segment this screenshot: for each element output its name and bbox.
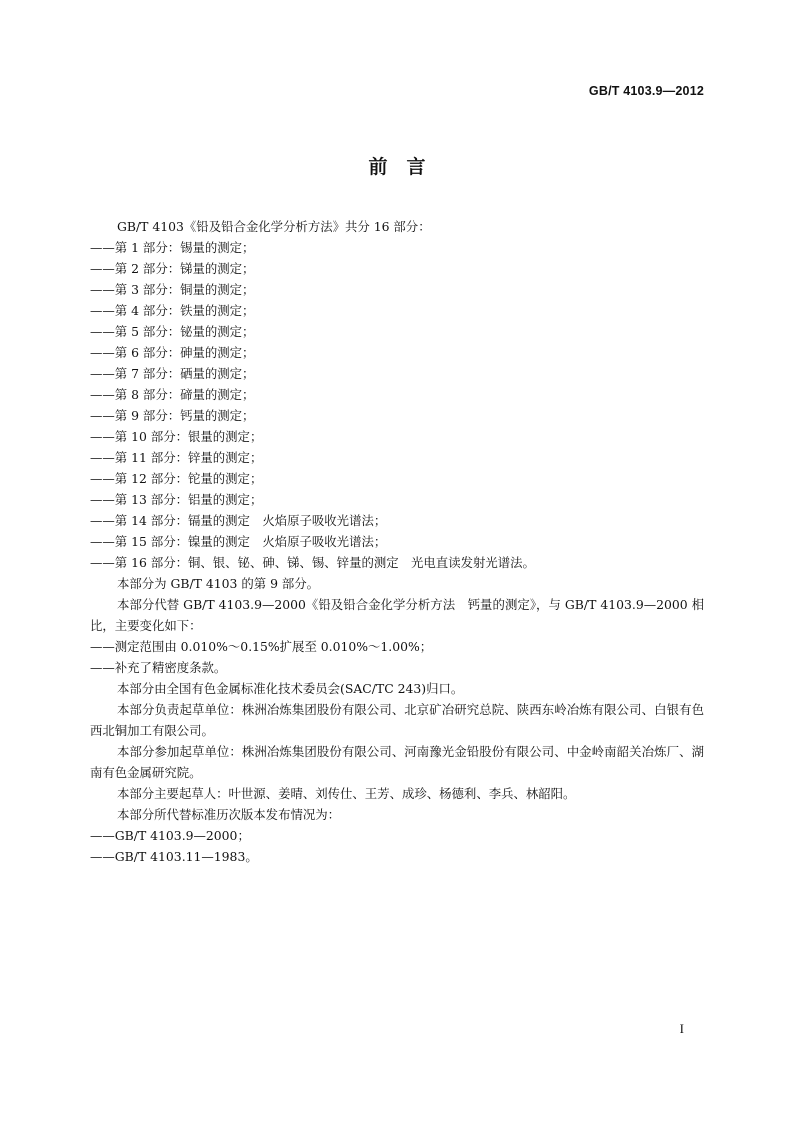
changes-list — [90, 636, 704, 678]
list-item: ——GB/T 4103.11—1983。 — [90, 849, 258, 864]
list-item: ——补充了精密度条款。 — [90, 660, 227, 675]
list-item: ——第 3 部分：铜量的测定； — [90, 282, 255, 297]
list-item: ——第 4 部分：铁量的测定； — [90, 303, 255, 318]
foreword-body — [90, 216, 704, 867]
participating-units-paragraph: 本部分参加起草单位：株洲冶炼集团股份有限公司、河南豫光金铅股份有限公司、中金岭南韶关冶炼厂、湖南有色金属研究院。 — [90, 744, 704, 780]
list-item: ——第 12 部分：铊量的测定； — [90, 471, 263, 486]
list-item: ——第 1 部分：锡量的测定； — [90, 240, 255, 255]
page-title: 前 言 — [368, 156, 426, 178]
replaces-paragraph: 本部分代替 GB/T 4103.9—2000《铅及铅合金化学分析方法 钙量的测定》，与 GB/T 4103.9—2000 相比，主要变化如下： — [90, 597, 704, 633]
list-item: ——第 13 部分：铝量的测定； — [90, 492, 263, 507]
history-intro-paragraph: 本部分所代替标准历次版本发布情况为： — [117, 807, 341, 822]
list-item: ——第 9 部分：钙量的测定； — [90, 408, 255, 423]
drafting-units-paragraph: 本部分负责起草单位：株洲冶炼集团股份有限公司、北京矿冶研究总院、陕西东岭冶炼有限公司、白银有色西北铜加工有限公司。 — [90, 702, 704, 738]
this-part-paragraph: 本部分为 GB/T 4103 的第 9 部分。 — [117, 576, 320, 591]
page-number: I — [679, 1021, 684, 1036]
list-item: ——第 14 部分：镉量的测定 火焰原子吸收光谱法； — [90, 513, 387, 528]
list-item: ——第 10 部分：银量的测定； — [90, 429, 263, 444]
list-item: ——第 16 部分：铜、银、铋、砷、锑、锡、锌量的测定 光电直读发射光谱法。 — [90, 555, 535, 570]
list-item: ——第 2 部分：锑量的测定； — [90, 261, 255, 276]
history-list — [90, 825, 704, 867]
proposed-by-paragraph: 本部分由全国有色金属标准化技术委员会(SAC/TC 243)归口。 — [117, 681, 464, 696]
list-item: ——第 7 部分：硒量的测定； — [90, 366, 255, 381]
list-item: ——第 6 部分：砷量的测定； — [90, 345, 255, 360]
drafters-paragraph: 本部分主要起草人：叶世源、姜晴、刘传仕、王芳、成珍、杨德利、李兵、林韶阳。 — [117, 786, 576, 801]
list-item: ——第 5 部分：铋量的测定； — [90, 324, 255, 339]
parts-list — [90, 237, 704, 573]
list-item: ——GB/T 4103.9—2000； — [90, 828, 250, 843]
list-item: ——第 11 部分：锌量的测定； — [90, 450, 263, 465]
standard-number: GB/T 4103.9—2012 — [588, 84, 704, 98]
list-item: ——第 8 部分：碲量的测定； — [90, 387, 255, 402]
list-item: ——测定范围由 0.010%～0.15%扩展至 0.010%～1.00%； — [90, 639, 433, 654]
list-item: ——第 15 部分：镍量的测定 火焰原子吸收光谱法； — [90, 534, 387, 549]
intro-paragraph: GB/T 4103《铅及铅合金化学分析方法》共分 16 部分： — [117, 219, 431, 234]
